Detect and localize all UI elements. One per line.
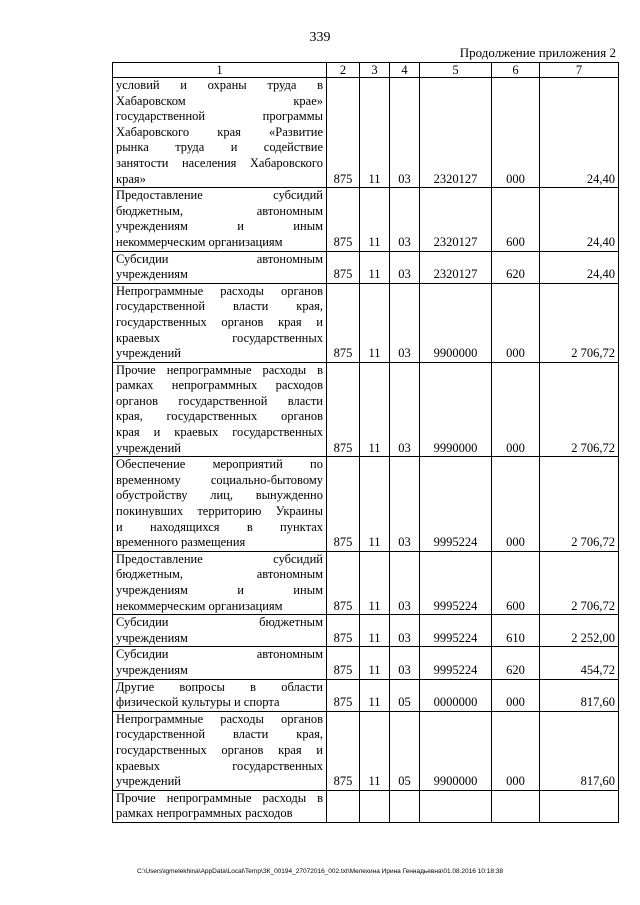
description-line: государственной власти края, [116, 727, 323, 742]
description-line: временному социально-бытовому [116, 472, 323, 487]
subsection-code-cell: 03 [390, 283, 420, 362]
expense-description-cell [113, 78, 327, 188]
description-line: Предоставление субсидий [116, 188, 323, 203]
ministry-code-cell: 875 [327, 362, 360, 457]
description-line: государственных органов края и [116, 314, 323, 329]
ministry-code-cell: 875 [327, 78, 360, 188]
description-line: рамках непрограммных расходов [116, 378, 323, 393]
ministry-code-cell: 875 [327, 711, 360, 790]
expense-type-cell: 620 [492, 251, 540, 283]
table-header-row [113, 63, 619, 78]
expense-type-cell: 000 [492, 283, 540, 362]
table-row [113, 188, 619, 251]
target-article-cell: 2320127 [420, 188, 492, 251]
description-line: Субсидии автономным [116, 647, 323, 662]
expense-description-cell [113, 251, 327, 283]
description-line: покинувших территорию Украины [116, 504, 323, 519]
description-line: обустройству лиц, вынужденно [116, 488, 323, 503]
section-code-cell: 11 [360, 78, 390, 188]
budget-table [112, 62, 619, 823]
subsection-code-cell: 03 [390, 647, 420, 679]
description-line: некоммерческим организациям [116, 598, 283, 613]
column-header: 2 [327, 63, 360, 78]
description-line: краевых государственных [116, 330, 323, 345]
amount-cell [540, 790, 619, 822]
subsection-code-cell: 03 [390, 457, 420, 552]
table-row [113, 283, 619, 362]
description-line: Субсидии автономным [116, 251, 323, 266]
subsection-code-cell: 03 [390, 188, 420, 251]
subsection-code-cell: 05 [390, 711, 420, 790]
description-line: государственных органов края и [116, 742, 323, 757]
column-header: 1 [113, 63, 327, 78]
section-code-cell: 11 [360, 362, 390, 457]
expense-type-cell: 620 [492, 647, 540, 679]
expense-type-cell [492, 790, 540, 822]
description-line: государственной власти края, [116, 299, 323, 314]
expense-type-cell: 610 [492, 615, 540, 647]
section-code-cell [360, 790, 390, 822]
expense-description-cell [113, 551, 327, 614]
description-line: Хабаровского края «Развитие [116, 124, 323, 139]
expense-type-cell: 000 [492, 457, 540, 552]
expense-description-cell [113, 790, 327, 822]
description-line: Субсидии бюджетным [116, 615, 323, 630]
column-header: 6 [492, 63, 540, 78]
description-line: Прочие непрограммные расходы в [116, 790, 323, 805]
subsection-code-cell: 03 [390, 78, 420, 188]
table-row [113, 711, 619, 790]
description-line: условий и охраны труда в [116, 78, 323, 92]
target-article-cell: 9900000 [420, 711, 492, 790]
description-line: учреждениям [116, 630, 188, 645]
description-line: краевых государственных [116, 758, 323, 773]
description-line: Прочие непрограммные расходы в [116, 362, 323, 377]
expense-type-cell: 000 [492, 679, 540, 711]
amount-cell: 2 706,72 [540, 362, 619, 457]
description-line: учреждений [116, 440, 181, 455]
table-row [113, 78, 619, 188]
section-code-cell: 11 [360, 283, 390, 362]
description-line: Предоставление субсидий [116, 551, 323, 566]
expense-type-cell: 000 [492, 78, 540, 188]
subsection-code-cell: 03 [390, 615, 420, 647]
description-line: временного размещения [116, 535, 246, 550]
appendix-continuation-title: Продолжение приложения 2 [459, 45, 616, 60]
description-line: края, государственных органов [116, 409, 323, 424]
expense-type-cell: 000 [492, 711, 540, 790]
target-article-cell: 9990000 [420, 362, 492, 457]
subsection-code-cell: 03 [390, 251, 420, 283]
table-row [113, 251, 619, 283]
description-line: Другие вопросы в области [116, 679, 323, 694]
subsection-code-cell: 05 [390, 679, 420, 711]
ministry-code-cell: 875 [327, 615, 360, 647]
section-code-cell: 11 [360, 615, 390, 647]
description-line: учреждений [116, 346, 181, 361]
description-line: государственной программы [116, 109, 323, 124]
section-code-cell: 11 [360, 188, 390, 251]
amount-cell: 817,60 [540, 711, 619, 790]
description-line: учреждениям [116, 662, 188, 677]
column-header: 3 [360, 63, 390, 78]
amount-cell: 2 706,72 [540, 283, 619, 362]
table-row [113, 457, 619, 552]
file-path-footer: C:\Users\igmelekhina\AppData\Local\Temp\ЗК_00194_27072016_002.txt\Мелехина Ирина Геннадьевна\01.08.2016 10:18:38 [137, 868, 503, 875]
expense-type-cell: 600 [492, 551, 540, 614]
subsection-code-cell: 03 [390, 362, 420, 457]
expense-description-cell [113, 188, 327, 251]
description-line: бюджетным, автономным [116, 567, 323, 582]
amount-cell: 817,60 [540, 679, 619, 711]
column-header: 7 [540, 63, 619, 78]
ministry-code-cell: 875 [327, 457, 360, 552]
amount-cell: 2 706,72 [540, 457, 619, 552]
subsection-code-cell: 03 [390, 551, 420, 614]
table-row [113, 647, 619, 679]
table-row [113, 362, 619, 457]
table-row [113, 551, 619, 614]
description-line: рамках непрограммных расходов [116, 806, 293, 821]
target-article-cell: 2320127 [420, 78, 492, 188]
table-row [113, 679, 619, 711]
description-line: края и краевых государственных [116, 425, 323, 440]
section-code-cell: 11 [360, 711, 390, 790]
ministry-code-cell: 875 [327, 188, 360, 251]
amount-cell: 454,72 [540, 647, 619, 679]
description-line: учреждений [116, 774, 181, 789]
column-header: 5 [420, 63, 492, 78]
amount-cell: 2 252,00 [540, 615, 619, 647]
description-line: рынка труда и содействие [116, 140, 323, 155]
section-code-cell: 11 [360, 457, 390, 552]
ministry-code-cell: 875 [327, 679, 360, 711]
amount-cell: 2 706,72 [540, 551, 619, 614]
description-line: края» [116, 171, 146, 186]
description-line: учреждениям и иным [116, 219, 323, 234]
amount-cell: 24,40 [540, 188, 619, 251]
expense-type-cell: 600 [492, 188, 540, 251]
expense-description-cell [113, 283, 327, 362]
description-line: занятости населения Хабаровского [116, 155, 323, 170]
description-line: Непрограммные расходы органов [116, 711, 323, 726]
target-article-cell: 9995224 [420, 457, 492, 552]
description-line: учреждениям и иным [116, 583, 323, 597]
target-article-cell: 9900000 [420, 283, 492, 362]
description-line: Обеспечение мероприятий по [116, 457, 323, 472]
target-article-cell: 0000000 [420, 679, 492, 711]
description-line: и находящихся в пунктах [116, 519, 323, 534]
target-article-cell: 9995224 [420, 615, 492, 647]
description-line: Непрограммные расходы органов [116, 283, 323, 298]
ministry-code-cell [327, 790, 360, 822]
description-line: бюджетным, автономным [116, 203, 323, 218]
section-code-cell: 11 [360, 551, 390, 614]
target-article-cell: 9995224 [420, 647, 492, 679]
table-row [113, 615, 619, 647]
description-line: физической культуры и спорта [116, 695, 280, 710]
subsection-code-cell [390, 790, 420, 822]
expense-description-cell [113, 647, 327, 679]
expense-description-cell [113, 362, 327, 457]
description-line: учреждениям [116, 267, 188, 282]
ministry-code-cell: 875 [327, 551, 360, 614]
description-line: Хабаровском крае» [116, 93, 323, 108]
section-code-cell: 11 [360, 647, 390, 679]
ministry-code-cell: 875 [327, 251, 360, 283]
ministry-code-cell: 875 [327, 647, 360, 679]
target-article-cell [420, 790, 492, 822]
target-article-cell: 2320127 [420, 251, 492, 283]
target-article-cell: 9995224 [420, 551, 492, 614]
table-row [113, 790, 619, 822]
ministry-code-cell: 875 [327, 283, 360, 362]
section-code-cell: 11 [360, 251, 390, 283]
expense-description-cell [113, 615, 327, 647]
section-code-cell: 11 [360, 679, 390, 711]
description-line: некоммерческим организациям [116, 234, 283, 249]
expense-type-cell: 000 [492, 362, 540, 457]
description-line: органов государственной власти [116, 393, 323, 408]
page-number: 339 [309, 30, 331, 45]
expense-description-cell [113, 679, 327, 711]
column-header: 4 [390, 63, 420, 78]
expense-description-cell [113, 457, 327, 552]
amount-cell: 24,40 [540, 251, 619, 283]
amount-cell: 24,40 [540, 78, 619, 188]
expense-description-cell [113, 711, 327, 790]
